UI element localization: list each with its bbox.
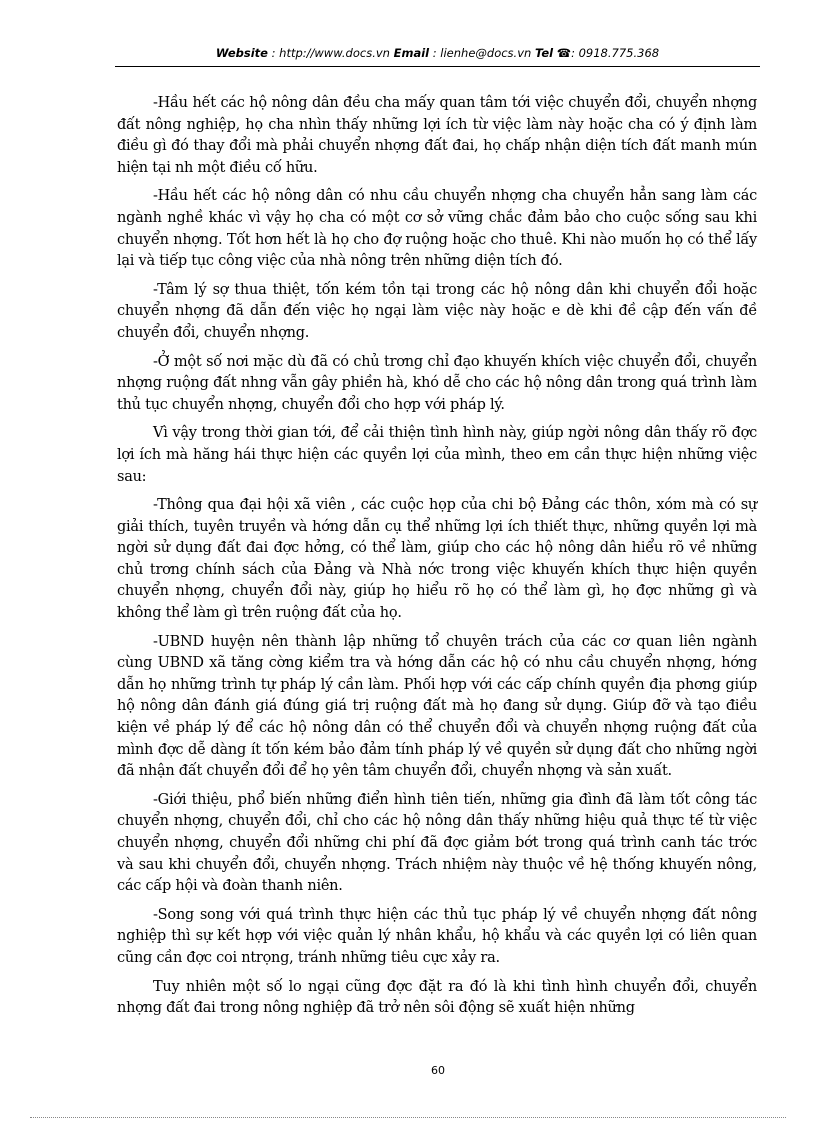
paragraph: Tuy nhiên một số lo ngại cũng đợc đặt ra đó là khi tình hình chuyển đổi, chuyển nhợng đất đai trong nông nghiệp đã trở nên sôi động sẽ xuất hiện những [117, 978, 757, 1017]
email-label: Email [393, 46, 430, 60]
paragraph: -Giới thiệu, phổ biến những điển hình tiên tiến, những gia đình đã làm tốt công tác chuyển nhợng, chuyển đổi, chỉ cho các hộ nông dân thấy những hiệu quả thực tế từ việc chuyển nhợng, chuyển đổi những chi phí đã đợc giảm bớt trong quá trình canh tác trớc và sau khi chuyển đổi, chuyển nhợng. Trách nhiệm này thuộc về hệ thống khuyến nông, các cấp hội và đoàn thanh niên. [117, 791, 757, 895]
paragraph: -Ở một số nơi mặc dù đã có chủ trơng chỉ đạo khuyến khích việc chuyển đổi, chuyển nhợng ruộng đất nhng vẫn gây phiền hà, khó dễ cho các hộ nông dân trong quá trình làm thủ tục chuyển nhợng, chuyển đổi cho hợp với pháp lý. [117, 353, 757, 413]
website-label: Website [215, 46, 268, 60]
paragraph: -Hầu hết các hộ nông dân có nhu cầu chuyển nhợng cha chuyển hẳn sang làm các ngành nghề khác vì vậy họ cha có một cơ sở vững chắc đảm bảo cho cuộc sống sau khi chuyển nhợng. Tốt hơn hết là họ cho đợ ruộng hoặc cho thuê. Khi nào muốn họ có thể lấy lại và tiếp tục công việc của nhà nông trên những diện tích đó. [117, 188, 757, 270]
paragraph: -UBND huyện nên thành lập những tổ chuyên trách của các cơ quan liên ngành cùng UBND xã tăng cờng kiểm tra và hớng dẫn các hộ có nhu cầu chuyển nhợng, hớng dẫn họ những trình tự pháp lý cần làm. Phối hợp với các cấp chính quyền địa phơng giúp hộ nông dân đánh giá đúng giá trị ruộng đất mà họ đang sử dụng. Giúp đỡ và tạo điều kiện về pháp lý để các hộ nông dân có thể chuyển đổi và chuyển nhợng ruộng đất của mình đợc dễ dàng ít tốn kém bảo đảm tính pháp lý về quyền sử dụng đất cho những ngời đã nhận đất chuyển đổi để họ yên tâm chuyển đổi, chuyển nhợng và sản xuất. [117, 633, 757, 780]
paragraph: -Thông qua đại hội xã viên , các cuộc họp của chi bộ Đảng các thôn, xóm mà có sự giải thích, tuyên truyền và hớng dẫn cụ thể những lợi ích thiết thực, những quyền lợi mà ngời sử dụng đất đai đợc hởng, có thể làm, giúp cho các hộ nông dân hiểu rõ về những chủ trơng chính sách của Đảng và Nhà nớc trong việc khuyến khích thực hiện quyền chuyển nhợng, chuyển đổi này, giúp họ hiểu rõ họ có thể làm gì, họ đợc những gì và không thể làm gì trên ruộng đất của họ. [117, 497, 757, 622]
paragraph: -Song song với quá trình thực hiện các thủ tục pháp lý về chuyển nhợng đất nông nghiệp thì sự kết hợp với việc quản lý nhân khẩu, hộ khẩu và các quyền lợi có liên quan cũng cần đợc coi ntrọng, tránh những tiêu cực xảy ra. [117, 906, 757, 966]
header-divider [115, 66, 760, 67]
paragraph: -Hầu hết các hộ nông dân đều cha mấy quan tâm tới việc chuyển đổi, chuyển nhợng đất nông nghiệp, họ cha nhìn thấy những lợi ích từ việc làm này hoặc cha có ý định làm điều gì đó thay đổi mà phải chuyển nhợng đất đai, họ chấp nhận diện tích đất manh mún hiện tại nh một điều cố hữu. [117, 95, 757, 176]
page-bottom-border [30, 1117, 786, 1118]
page-number: 60 [431, 1064, 445, 1077]
page-header: Website : http://www.docs.vn Email : lienhe@docs.vn Tel ☎: 0918.775.368 [215, 46, 660, 60]
phone-icon: ☎ [556, 46, 572, 60]
website-link[interactable]: http://www.docs.vn [279, 46, 390, 60]
email-link[interactable]: lienhe@docs.vn [440, 46, 532, 60]
tel-number: 0918.775.368 [578, 46, 660, 60]
paragraph: Vì vậy trong thời gian tới, để cải thiện tình hình này, giúp ngời nông dân thấy rõ đợc lợi ích mà hăng hái thực hiện các quyền lợi của mình, theo em cần thực hiện những việc sau: [117, 425, 757, 485]
document-body [117, 93, 757, 1027]
tel-label: Tel [534, 46, 554, 60]
paragraph: -Tâm lý sợ thua thiệt, tốn kém tồn tại trong các hộ nông dân khi chuyển đổi hoặc chuyển nhợng đã dẫn đến việc họ ngại làm việc này hoặc e dè khi đề cập đến vấn đề chuyển đổi, chuyển nhợng. [117, 281, 757, 341]
